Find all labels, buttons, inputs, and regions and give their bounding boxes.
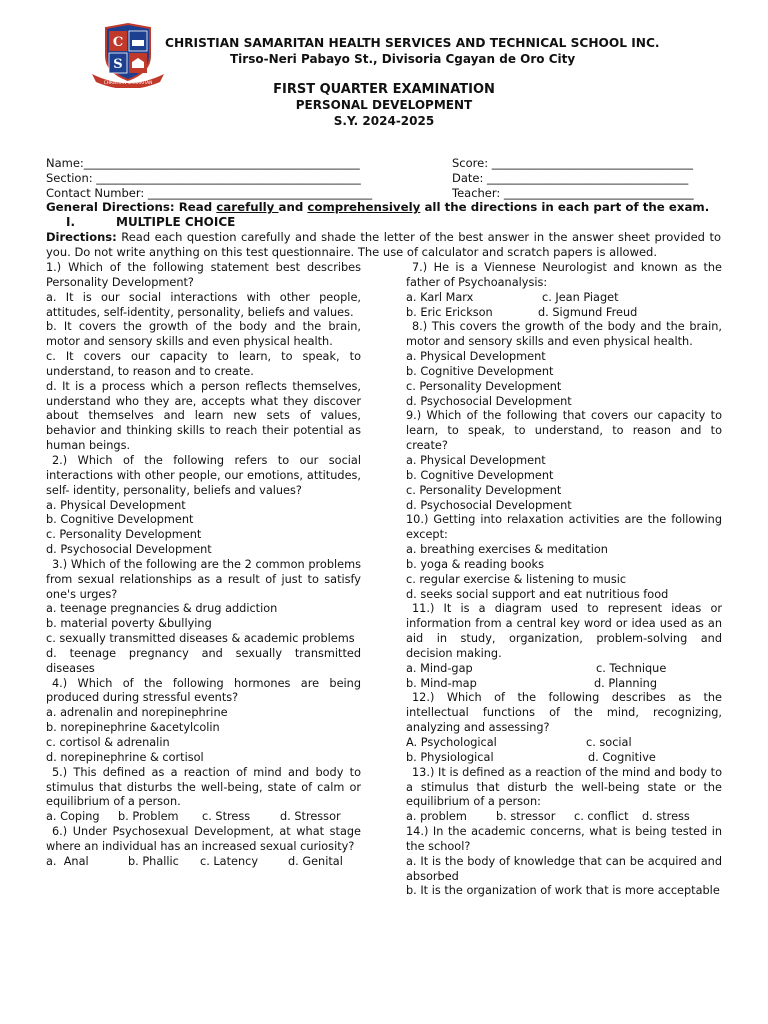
q6-option-b: b. Phallic [128,854,179,868]
question-14: 14.) In the academic concerns, what is being tested in the school? [406,825,722,853]
q10-option-c: c. regular exercise & listening to music [406,572,627,586]
q10-option-b: b. yoga & reading books [406,557,544,571]
question-6: 6.) Under Psychosexual Development, at what stage where an individual has an increased sexual curiosity? [46,825,361,853]
q1-option-c: c. It covers our capacity to learn, to speak, to understand, to reason and to create. [46,350,361,378]
q11-options-row2 [406,677,722,692]
q5-option-a: a. Coping [46,810,100,824]
q2-option-c: c. Personality Development [46,528,202,542]
q8-option-b: b. Cognitive Development [406,364,554,378]
question-12: 12.) Which of the following describes as the intellectual functions of the mind, recognizing, analyzing and assessing? [406,691,722,735]
q9-option-d: d. Psychosocial Development [406,498,572,512]
question-13: 13.) It is defined as a reaction of the mind and body to a stimulus that disturb the well-being state or the equilibrium of a person: [406,765,722,809]
q5-option-c: c. Stress [202,810,251,824]
q9-option-a: a. Physical Development [406,453,546,467]
general-carefully: carefully [216,200,279,214]
right-column [406,261,722,899]
q7-option-b: b. Eric Erickson [406,305,493,319]
q6-options [46,855,361,870]
q4-option-c: c. cortisol & adrenalin [46,736,170,749]
q5-options [46,810,361,825]
q2-option-b: b. Cognitive Development [46,513,194,527]
q3-option-d: d. teenage pregnancy and sexually transmitted diseases [46,646,361,675]
general-and: and [278,200,308,214]
q13-option-d: d. stress [642,810,690,824]
date-field[interactable]: Date: ___________________________________ [452,171,689,185]
question-9: 9.) Which of the following that covers our capacity to learn, to speak, to understand, to reason and to create? [406,409,722,453]
q14-option-b: b. It is the organization of work that is more acceptable [406,884,720,898]
question-10: 10.) Getting into relaxation activities are the following except: [406,513,722,542]
school-logo [88,22,168,88]
school-address: Tirso-Neri Pabayo St., Divisoria Cgayan de Oro City [230,52,576,66]
question-5: 5.) This defined as a reaction of mind and body to stimulus that disturbs the well-being, state of calm or equilibrium of a person. [46,765,361,809]
q5-option-d: d. Stressor [280,810,341,824]
q13-option-b: b. stressor [496,810,556,824]
part-number: I. [66,215,76,229]
directions-label: Directions: [46,230,117,244]
q9-option-b: b. Cognitive Development [406,468,554,482]
question-7: 7.) He is a Viennese Neurologist and known as the father of Psychoanalysis: [406,261,722,289]
q10-option-a: a. breathing exercises & meditation [406,543,608,557]
q3-option-c: c. sexually transmitted diseases & academic problems [46,632,355,646]
q1-option-a: a. It is our social interactions with other people, attitudes, self-identity, personality, beliefs and values. [46,290,361,319]
part-title: MULTIPLE CHOICE [116,215,236,229]
q2-option-a: a. Physical Development [46,498,186,512]
q12-option-d: d. Cognitive [588,750,656,764]
left-column [46,261,361,870]
q12-option-b: b. Physiological [406,750,494,764]
q6-option-a: a. Anal [46,854,89,868]
q11-option-d: d. Planning [594,676,658,690]
q5-option-b: b. Problem [118,810,179,824]
q4-option-b: b. norepinephrine &acetylcolin [46,721,220,735]
q14-option-a: a. It is the body of knowledge that can be acquired and absorbed [406,854,722,883]
question-1: 1.) Which of the following statement best describes Personality Development? [46,261,361,289]
q7-option-a: a. Karl Marx [406,290,474,304]
exam-title: FIRST QUARTER EXAMINATION [273,82,495,97]
general-directions [46,200,726,214]
question-8: 8.) This covers the growth of the body and the brain, motor and sensory skills and even physical health. [406,320,722,349]
question-11: 11.) It is a diagram used to represent ideas or information from a central key word or idea used as an aid in study, organization, problem-solving and decision making. [406,602,722,660]
question-2: 2.) Which of the following refers to our social interactions with other people, our emotions, attitudes, self- identity, personality, beliefs and values? [46,453,361,497]
q7-option-c: c. Jean Piaget [542,290,619,304]
general-prefix: General Directions: Read [46,200,217,214]
svg-text:C: C [112,35,124,50]
svg-text:S: S [113,57,123,72]
q1-option-b: b. It covers the growth of the body and the brain, motor and sensory skills and even physical health. [46,320,361,349]
q4-option-d: d. norepinephrine & cortisol [46,750,204,764]
q8-option-d: d. Psychosocial Development [406,394,572,408]
directions-text: Read each question carefully and shade the letter of the best answer in the answer sheet provided to you. Do not write anything on this test questionnaire. The use of calculator and scratch papers is allowed. [46,230,721,259]
q6-option-c: c. Latency [200,854,259,868]
q11-option-a: a. Mind-gap [406,661,473,675]
q6-option-d: d. Genital [288,854,343,868]
question-4: 4.) Which of the following hormones are being produced during stressful events? [46,676,361,705]
q7-options-row2 [406,306,722,321]
question-3: 3.) Which of the following are the 2 common problems from sexual relationships as a result of just to satisfy one's urges? [46,557,361,601]
q8-option-a: a. Physical Development [406,350,546,364]
q3-option-a: a. teenage pregnancies & drug addiction [46,602,278,616]
section-field[interactable]: Section: ______________________________________________ [46,171,361,185]
school-year: S.Y. 2024-2025 [333,114,435,128]
q2-option-d: d. Psychosocial Development [46,543,212,557]
q11-option-c: c. Technique [596,661,667,675]
q13-option-a: a. problem [406,810,467,824]
q11-options-row1 [406,662,722,677]
q13-option-c: c. conflict [574,810,629,824]
q10-option-d: d. seeks social support and eat nutritious food [406,587,669,601]
q7-options-row1 [406,291,722,306]
q3-option-b: b. material poverty &bullying [46,617,212,631]
subject-title: PERSONAL DEVELOPMENT [295,98,473,112]
directions [46,230,721,260]
contact-field[interactable]: Contact Number: _______________________________________ [46,186,373,200]
q12-options-row1 [406,736,722,751]
q13-options [406,810,722,825]
q9-option-c: c. Personality Development [406,483,562,497]
name-field[interactable]: Name:________________________________________________ [46,156,360,170]
q4-option-a: a. adrenalin and norepinephrine [46,706,228,720]
q12-options-row2 [406,751,722,766]
school-name: CHRISTIAN SAMARITAN HEALTH SERVICES AND TECHNICAL SCHOOL INC. [165,36,660,50]
general-suffix: all the directions in each part of the exam. [420,200,710,214]
q11-option-b: b. Mind-map [406,676,477,690]
q12-option-a: A. Psychological [406,736,497,749]
part-heading [66,215,235,229]
q12-option-c: c. social [586,736,632,749]
q1-option-d: d. It is a process which a person reflects themselves, understand who they are, accepts what they discover about themselves and learn new sets of values, behavior and thinking skills to reach their potential as human beings. [46,379,361,453]
q8-option-c: c. Personality Development [406,379,562,393]
q7-option-d: d. Sigmund Freud [538,305,638,319]
general-comprehensively: comprehensively [307,200,421,214]
svg-text:CHRISTIAN SAMARITAN: CHRISTIAN SAMARITAN [103,80,153,85]
teacher-field[interactable]: Teacher: _________________________________ [452,186,694,200]
score-field[interactable]: Score: ___________________________________ [452,156,693,170]
